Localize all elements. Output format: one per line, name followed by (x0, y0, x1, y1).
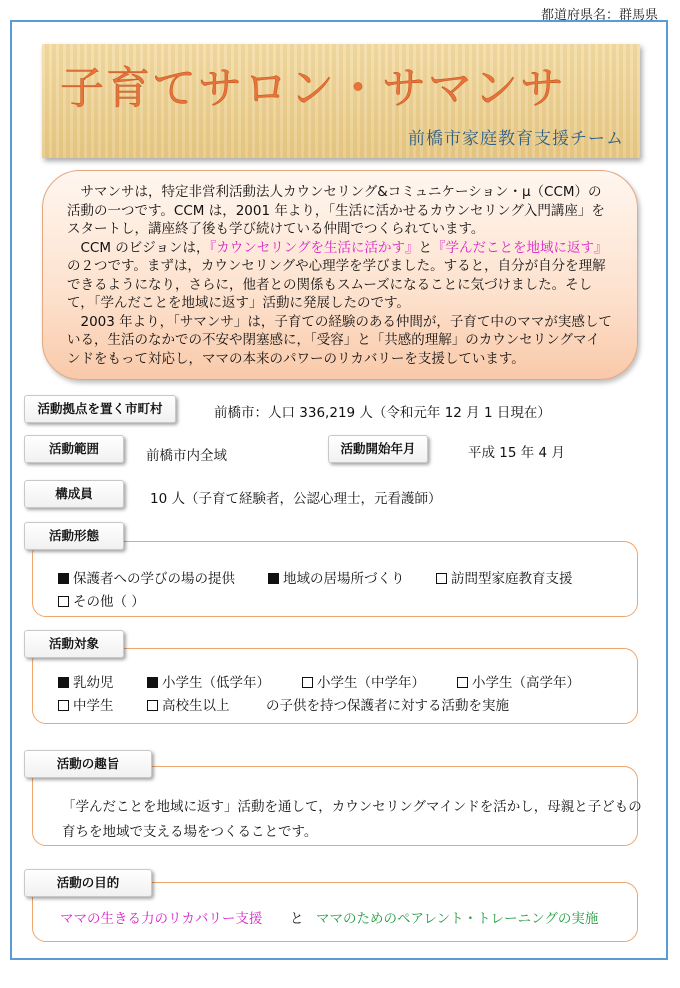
target-option-label: 中学生 (73, 698, 114, 714)
target-option-3 (302, 671, 425, 691)
form-option-3 (436, 567, 573, 587)
target-option-5 (58, 694, 114, 714)
checkbox-empty-icon (58, 700, 69, 711)
checkbox-empty-icon (58, 596, 69, 607)
form-option-2 (268, 567, 405, 587)
checkbox-checked-icon (147, 677, 158, 688)
target-option-label: 乳幼児 (73, 675, 114, 691)
intro-panel (42, 170, 638, 380)
purpose-recovery: ママの生きる力のリカバリー支援 (60, 911, 263, 927)
target-option-2 (147, 671, 270, 691)
purpose-and: と (290, 911, 304, 927)
title-banner (42, 44, 640, 158)
intro-paragraph-3: 2003 年より，「サマンサ」は，子育ての経験のある仲間が，子育て中のママが実感している，生活のなかでの不安や閉塞感に，「受容」と「共感的理解」のカウンセリングマインドをもって対応し，ママの本来のパワーのリカバリーを支援しています。 (67, 313, 612, 367)
target-option-1 (58, 671, 114, 691)
base-location-tag: 活動拠点を置く市町村 (24, 395, 176, 423)
target-option-label: 小学生（低学年） (162, 675, 270, 691)
intro-vision-and: と (418, 239, 433, 256)
base-location-value: 前橋市：人口 336,219 人（令和元年 12 月 1 日現在） (214, 405, 551, 421)
purpose-tag: 活動の目的 (24, 869, 152, 897)
target-tag: 活動対象 (24, 630, 124, 658)
aim-line-2: 育ちを地域で支える場をつくることです。 (62, 824, 318, 840)
prefecture-label: 都道府県名：群馬県 (540, 8, 658, 23)
start-date-tag: 活動開始年月 (328, 435, 428, 463)
activity-range-value: 前橋市内全域 (146, 448, 227, 464)
target-option-label: 高校生以上 (162, 698, 230, 714)
checkbox-checked-icon (58, 677, 69, 688)
start-date-value: 平成 15 年 4 月 (468, 445, 565, 461)
aim-line-1: 「学んだことを地域に返す」活動を通して，カウンセリングマインドを活かし，母親と子どもの (62, 799, 642, 815)
vision-highlight-1: 『カウンセリングを生活に活かす』 (209, 239, 419, 256)
activity-form-tag: 活動形態 (24, 522, 124, 550)
target-option-label: 小学生（中学年） (317, 675, 425, 691)
checkbox-empty-icon (457, 677, 468, 688)
target-option-4 (457, 671, 580, 691)
members-tag: 構成員 (24, 480, 124, 508)
purpose-training: ママのためのペアレント・トレーニングの実施 (316, 911, 599, 927)
target-option-6 (147, 694, 230, 714)
target-suffix: の子供を持つ保護者に対する活動を実施 (266, 698, 509, 714)
checkbox-empty-icon (436, 573, 447, 584)
form-option-label: 訪問型家庭教育支援 (451, 571, 573, 587)
intro-vision-lead: CCM のビジョンは， (80, 239, 210, 256)
vision-highlight-2: 『学んだことを地域に返す』 (432, 239, 608, 256)
checkbox-empty-icon (302, 677, 313, 688)
form-option-4 (58, 590, 145, 610)
page-title: 子育てサロン・サマンサ (60, 63, 566, 114)
checkbox-checked-icon (268, 573, 279, 584)
intro-paragraph-2 (67, 239, 613, 313)
aim-tag: 活動の趣旨 (24, 750, 152, 778)
activity-range-tag: 活動範囲 (24, 435, 124, 463)
members-value: 10 人（子育て経験者，公認心理士，元看護師） (150, 491, 442, 507)
checkbox-empty-icon (147, 700, 158, 711)
team-name: 前橋市家庭教育支援チーム (408, 129, 624, 149)
form-option-label: 保護者への学びの場の提供 (73, 571, 235, 587)
intro-vision-rest: の２つです。まずは，カウンセリングや心理学を学びました。すると，自分が自分を理解できるようになり，さらに，他者との関係もスムーズになることに気づけました。そして，「学んだことを地域に返す」活動に発展したのです。 (67, 258, 606, 311)
form-option-label: 地域の居場所づくり (283, 571, 405, 587)
intro-paragraph-1: サマンサは，特定非営利活動法人カウンセリング&コミュニケーション・μ（CCM）の活動の一つです。CCM は，2001 年より，「生活に活かせるカウンセリング入門講座」をスタートし，講座終了後も学び続けている仲間でつくられています。 (67, 184, 605, 237)
checkbox-checked-icon (58, 573, 69, 584)
target-option-label: 小学生（高学年） (472, 675, 580, 691)
form-option-label: その他（ ） (73, 594, 145, 610)
form-option-1 (58, 567, 235, 587)
